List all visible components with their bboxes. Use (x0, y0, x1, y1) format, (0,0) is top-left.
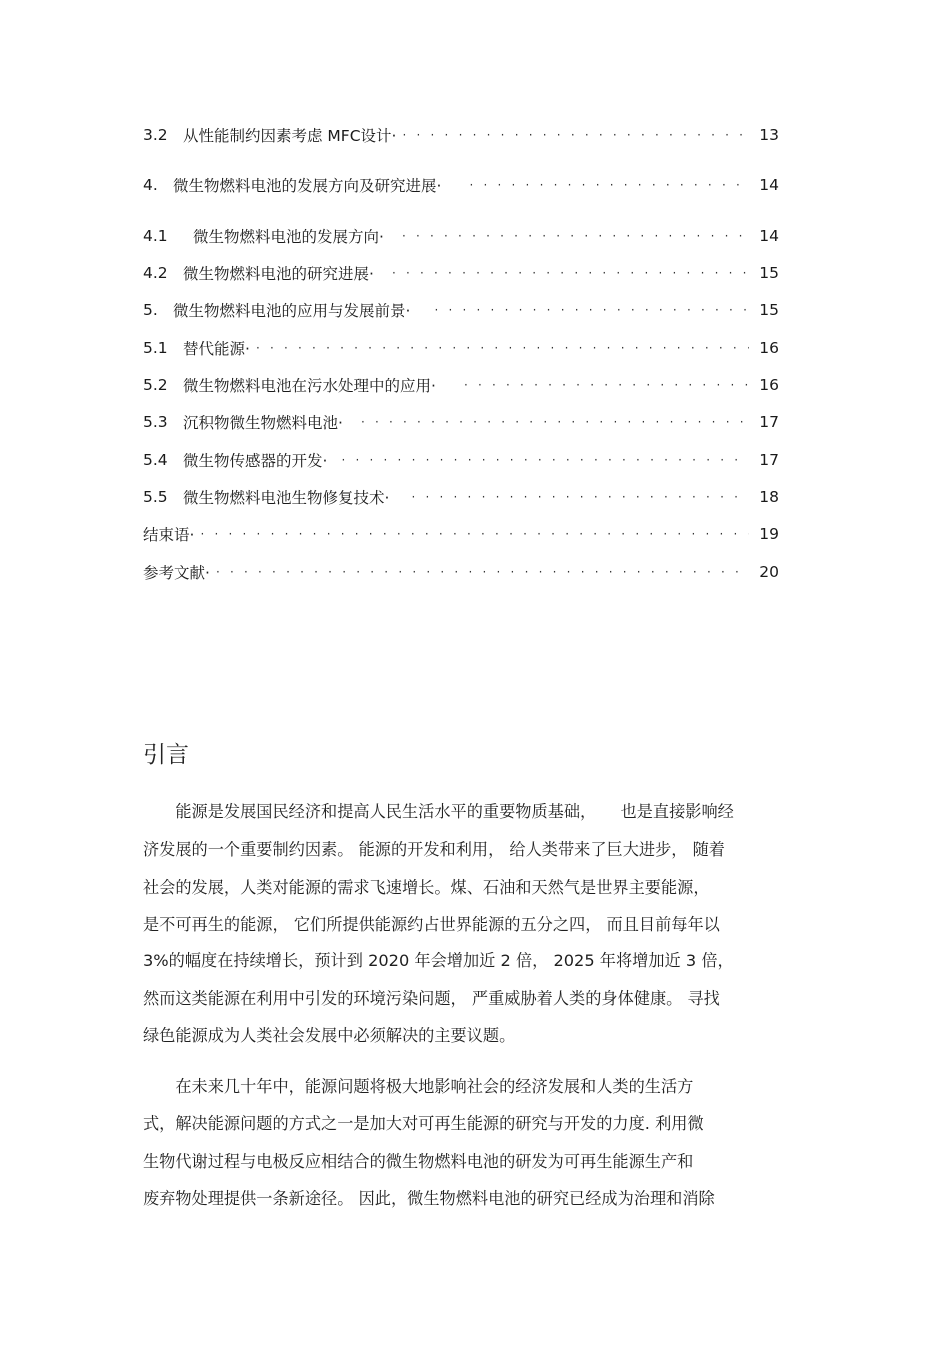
paragraph-line: 济发展的一个重要制约因素。 能源的开发和利用， 给人类带来了巨大进步， 随着 (143, 840, 725, 859)
toc-page-number: 14 (759, 227, 779, 245)
toc-number: 3.2 (143, 126, 168, 144)
toc-dot-leader (469, 178, 749, 192)
toc-dot-leader (411, 490, 749, 504)
toc-title: 参考文献· (143, 564, 210, 582)
toc-page-number: 17 (759, 451, 779, 469)
toc-page-number: 16 (759, 376, 779, 394)
paragraph-line: 能源是发展国民经济和提高人民生活水平的重要物质基础， 也是直接影响经 (143, 802, 734, 821)
toc-dot-leader (402, 229, 749, 243)
toc-number: 4. (143, 176, 158, 194)
toc-title: 沉积物微生物燃料电池· (183, 414, 343, 432)
toc-page-number: 18 (759, 488, 779, 506)
toc-dot-leader (361, 415, 749, 429)
toc-dot-leader (392, 266, 749, 280)
toc-dot-leader (464, 378, 749, 392)
toc-entry (143, 123, 779, 147)
toc-page-number: 13 (759, 126, 779, 144)
toc-page-number: 19 (759, 525, 779, 543)
toc-page-number: 14 (759, 176, 779, 194)
toc-entry (143, 336, 779, 360)
toc-entry (143, 522, 779, 546)
toc-title: 微生物燃料电池的研究进展· (183, 265, 374, 283)
paragraph-line: 是不可再生的能源， 它们所提供能源约占世界能源的五分之四， 而且目前每年以 (143, 915, 720, 934)
toc-dot-leader (434, 303, 749, 317)
toc-entry (143, 261, 779, 285)
paragraph-line: 生物代谢过程与电极反应相结合的微生物燃料电池的研发为可再生能源生产和 (143, 1152, 694, 1171)
toc-title: 微生物燃料电池生物修复技术· (183, 489, 390, 507)
paragraph-line: 然而这类能源在利用中引发的环境污染问题， 严重威胁着人类的身体健康。 寻找 (143, 989, 720, 1008)
toc-page-number: 16 (759, 339, 779, 357)
toc-dot-leader (402, 128, 749, 142)
toc-number: 5. (143, 301, 158, 319)
paragraph-line: 3%的幅度在持续增长，预计到 2020 年会增加近 2 倍， 2025 年将增加近 3 倍， (143, 951, 734, 970)
toc-title: 微生物燃料电池的发展方向及研究进展· (173, 177, 442, 195)
paragraph-line: 式，解决能源问题的方式之一是加大对可再生能源的研究与开发的力度. 利用微 (143, 1114, 704, 1133)
toc-title: 替代能源· (183, 340, 250, 358)
toc-number: 4.2 (143, 264, 168, 282)
toc-number: 5.2 (143, 376, 168, 394)
toc-number: 4.1 (143, 227, 168, 245)
toc-title: 微生物燃料电池的发展方向· (193, 228, 384, 246)
toc-title: 微生物传感器的开发· (183, 452, 328, 470)
toc-dot-leader (200, 527, 749, 541)
toc-entry (143, 410, 779, 434)
toc-page-number: 15 (759, 301, 779, 319)
toc-dot-leader (216, 565, 749, 579)
toc-title: 微生物燃料电池在污水处理中的应用· (183, 377, 436, 395)
paragraph-line: 废弃物处理提供一条新途径。 因此，微生物燃料电池的研究已经成为治理和消除 (143, 1189, 715, 1208)
toc-entry (143, 224, 779, 248)
paragraph-line: 在未来几十年中，能源问题将极大地影响社会的经济发展和人类的生活方 (143, 1077, 694, 1096)
toc-title: 结束语· (143, 526, 195, 544)
toc-title: 微生物燃料电池的应用与发展前景· (173, 302, 411, 320)
toc-title: 从性能制约因素考虑 MFC设计· (183, 127, 397, 145)
toc-page-number: 20 (759, 563, 779, 581)
toc-dot-leader (341, 453, 749, 467)
toc-page-number: 17 (759, 413, 779, 431)
toc-dot-leader (256, 341, 749, 355)
toc-number: 5.3 (143, 413, 168, 431)
toc-entry (143, 298, 779, 322)
paragraph-line: 社会的发展，人类对能源的需求飞速增长。煤、石油和天然气是世界主要能源， (143, 878, 710, 897)
toc-number: 5.1 (143, 339, 168, 357)
toc-entry (143, 485, 779, 509)
toc-entry (143, 448, 779, 472)
toc-page-number: 15 (759, 264, 779, 282)
toc-number: 5.5 (143, 488, 168, 506)
paragraph-line: 绿色能源成为人类社会发展中必须解决的主要议题。 (143, 1026, 516, 1045)
toc-entry (143, 373, 779, 397)
toc-entry (143, 560, 779, 584)
toc-number: 5.4 (143, 451, 168, 469)
section-heading-introduction: 引言 (143, 742, 189, 768)
toc-entry (143, 173, 779, 197)
